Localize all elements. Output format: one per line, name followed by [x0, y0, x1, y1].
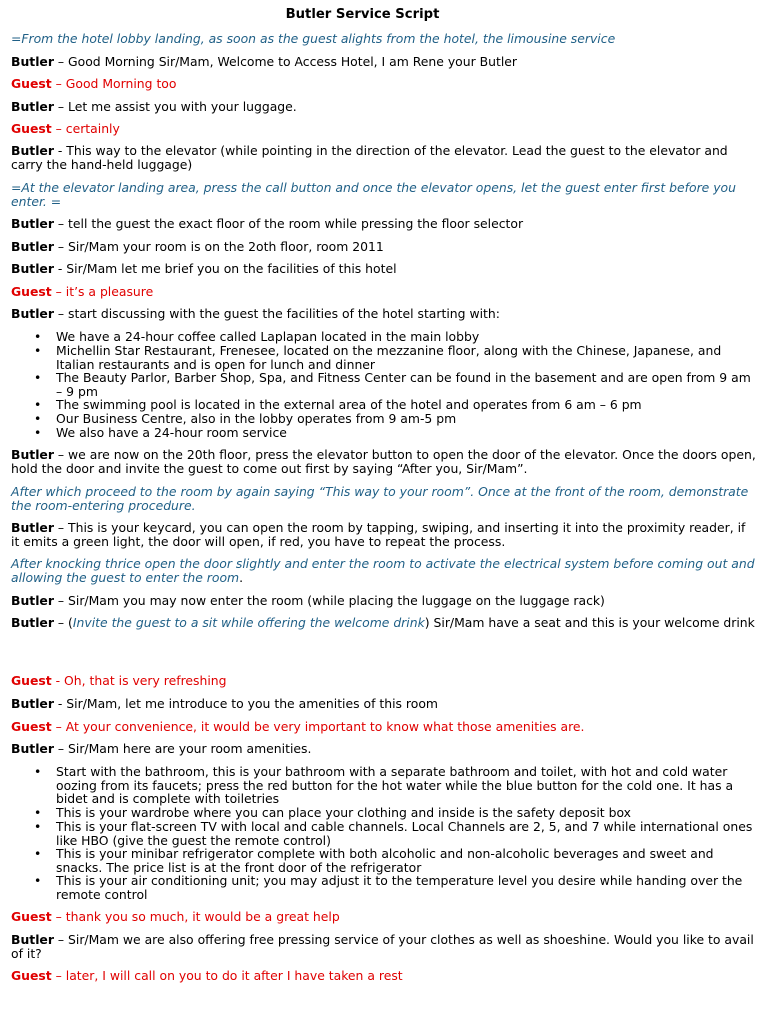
- amenity-list-item: • Start with the bathroom, this is your bathroom with a separate bathroom and toilet, with hot and cold water oozing from its faucets; press the red button for the hot water while the blue button for the cold one. It has a bidet and is complete with toiletries: [56, 765, 756, 806]
- dialogue-line: [11, 521, 756, 549]
- dialogue-line: [11, 217, 756, 231]
- speaker-butler: Butler: [11, 447, 54, 462]
- facility-list-item: • Our Business Centre, also in the lobby operates from 9 am-5 pm: [56, 412, 756, 426]
- dialogue-line: [11, 594, 756, 608]
- dialogue-text: ) Sir/Mam have a seat and this is your welcome drink: [424, 615, 755, 630]
- speaker-guest: Guest: [11, 121, 52, 136]
- dialogue-line: [11, 448, 756, 476]
- dialogue-text: – At your convenience, it would be very important to know what those amenities are.: [51, 719, 585, 734]
- dialogue-text: - Oh, that is very refreshing: [51, 673, 227, 688]
- dialogue-text: – we are now on the 20th floor, press the elevator button to open the door of the elevator. Once the doors open, hold the door and invite the guest to come out first by saying “After you, Sir/Mam”.: [11, 447, 756, 476]
- speaker-butler: Butler: [11, 615, 54, 630]
- stage-direction: =From the hotel lobby landing, as soon as the guest alights from the hotel, the limousine service: [11, 31, 616, 46]
- speaker-guest: Guest: [11, 719, 52, 734]
- dialogue-line: [11, 144, 756, 172]
- stage-direction: =At the elevator landing area, press the call button and once the elevator opens, let the guest enter first before you enter. =: [11, 180, 736, 209]
- dialogue-text: – This is your keycard, you can open the room by tapping, swiping, and inserting it into the proximity reader, if it emits a green light, the door will open, if red, you have to repeat the process.: [11, 520, 746, 549]
- speaker-guest: Guest: [11, 284, 52, 299]
- stage-direction: [11, 557, 756, 585]
- stage-direction-period: .: [239, 570, 244, 585]
- dialogue-line: [11, 262, 756, 276]
- dialogue-line: [11, 122, 756, 136]
- dialogue-text: – start discussing with the guest the facilities of the hotel starting with:: [53, 306, 500, 321]
- dialogue-text: - Sir/Mam, let me introduce to you the amenities of this room: [53, 696, 438, 711]
- speaker-butler: Butler: [11, 593, 54, 608]
- speaker-guest: Guest: [11, 968, 52, 983]
- speaker-butler: Butler: [11, 261, 54, 276]
- dialogue-line: [11, 742, 756, 756]
- dialogue-text: – thank you so much, it would be a great help: [51, 909, 340, 924]
- dialogue-text: – Let me assist you with your luggage.: [53, 99, 297, 114]
- speaker-butler: Butler: [11, 696, 54, 711]
- speaker-butler: Butler: [11, 99, 54, 114]
- amenity-list-item: • This is your minibar refrigerator complete with both alcoholic and non-alcoholic beverages and sweet and snacks. The price list is at the front door of the refrigerator: [56, 847, 756, 874]
- speaker-butler: Butler: [11, 239, 54, 254]
- speaker-butler: Butler: [11, 216, 54, 231]
- dialogue-text: – Sir/Mam your room is on the 2oth floor, room 2011: [53, 239, 384, 254]
- amenity-list-item: • This is your flat-screen TV with local and cable channels. Local Channels are 2, 5, and 7 while international ones like HBO (give the guest the remote control): [56, 820, 756, 847]
- dialogue-line: [11, 240, 756, 254]
- dialogue-line: [11, 697, 756, 711]
- speaker-guest: Guest: [11, 76, 52, 91]
- dialogue-line: [11, 674, 756, 688]
- speaker-butler: Butler: [11, 741, 54, 756]
- dialogue-line: [11, 285, 756, 299]
- facility-list-item: • The Beauty Parlor, Barber Shop, Spa, and Fitness Center can be found in the basement and are open from 9 am – 9 pm: [56, 371, 756, 398]
- dialogue-line: [11, 100, 756, 114]
- dialogue-text: – (: [53, 615, 73, 630]
- dialogue-line: [11, 77, 756, 91]
- dialogue-text: - This way to the elevator (while pointing in the direction of the elevator. Lead the guest to the elevator and carry the hand-held luggage): [11, 143, 728, 172]
- dialogue-line: [11, 720, 756, 734]
- amenity-list-item: • This is your wardrobe where you can place your clothing and inside is the safety deposit box: [56, 806, 756, 820]
- dialogue-text: – Good Morning Sir/Mam, Welcome to Access Hotel, I am Rene your Butler: [53, 54, 518, 69]
- stage-direction-text: After knocking thrice open the door slightly and enter the room to activate the electrical system before coming out and allowing the guest to enter the room: [11, 556, 755, 585]
- facility-list-item: • Michellin Star Restaurant, Frenesee, located on the mezzanine floor, along with the Chinese, Japanese, and Italian restaurants and is open for lunch and dinner: [56, 344, 756, 371]
- facility-list-item: • We also have a 24-hour room service: [56, 426, 756, 440]
- dialogue-text: – certainly: [51, 121, 120, 136]
- dialogue-line: [11, 933, 756, 961]
- speaker-butler: Butler: [11, 306, 54, 321]
- document-title: Butler Service Script: [285, 7, 440, 22]
- amenity-list-item: • This is your air conditioning unit; you may adjust it to the temperature level you desire while handing over the remote control: [56, 874, 756, 901]
- dialogue-line: [11, 969, 756, 983]
- speaker-guest: Guest: [11, 909, 52, 924]
- facility-list-item: • We have a 24-hour coffee called Laplapan located in the main lobby: [56, 330, 756, 344]
- dialogue-text: - Sir/Mam let me brief you on the facilities of this hotel: [53, 261, 397, 276]
- dialogue-text: – tell the guest the exact floor of the room while pressing the floor selector: [53, 216, 524, 231]
- facility-list-item: • The swimming pool is located in the external area of the hotel and operates from 6 am – 6 pm: [56, 398, 756, 412]
- stage-direction: After which proceed to the room by again saying “This way to your room”. Once at the front of the room, demonstrate the room-entering procedure.: [11, 484, 749, 513]
- speaker-butler: Butler: [11, 520, 54, 535]
- dialogue-text: – later, I will call on you to do it after I have taken a rest: [51, 968, 403, 983]
- dialogue-line: [11, 55, 756, 69]
- dialogue-text: – Sir/Mam here are your room amenities.: [53, 741, 312, 756]
- speaker-butler: Butler: [11, 143, 54, 158]
- inline-stage-direction: Invite the guest to a sit while offering the welcome drink: [72, 615, 425, 630]
- dialogue-line: [11, 910, 756, 924]
- dialogue-text: – it’s a pleasure: [51, 284, 154, 299]
- dialogue-line: [11, 616, 756, 630]
- dialogue-text: – Sir/Mam you may now enter the room (while placing the luggage on the luggage rack): [53, 593, 605, 608]
- dialogue-line: [11, 307, 756, 321]
- dialogue-text: – Good Morning too: [51, 76, 177, 91]
- speaker-butler: Butler: [11, 932, 54, 947]
- speaker-guest: Guest: [11, 673, 52, 688]
- dialogue-text: – Sir/Mam we are also offering free pressing service of your clothes as well as shoeshine. Would you like to avail of it?: [11, 932, 754, 961]
- speaker-butler: Butler: [11, 54, 54, 69]
